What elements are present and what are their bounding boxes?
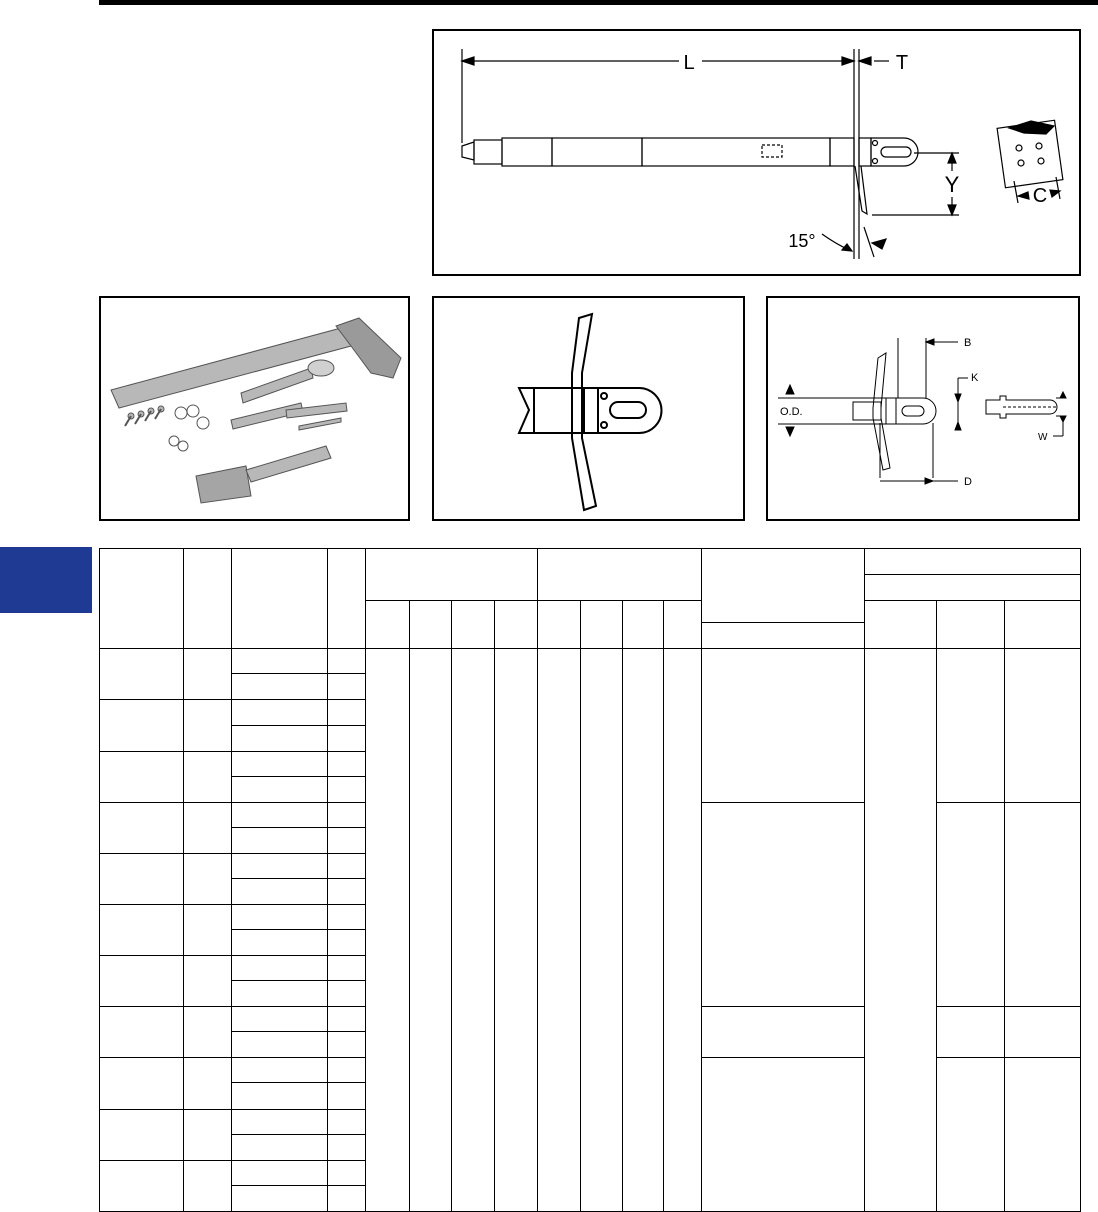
table-cell: [184, 1058, 232, 1109]
table-cell: [623, 649, 664, 1212]
table-cell: [232, 725, 328, 751]
table-cell: [232, 1185, 328, 1211]
table-cell: [232, 981, 328, 1007]
table-cell: [100, 905, 184, 956]
table-cell: [184, 1007, 232, 1058]
table-cell: [664, 649, 702, 1212]
label-w: W: [1038, 432, 1048, 443]
detail-dimension-panel: [766, 296, 1080, 521]
table-cell: [232, 827, 328, 853]
header-cell: [1005, 601, 1081, 649]
table-cell: [232, 1083, 328, 1109]
table-cell: [1005, 649, 1081, 802]
table-cell: [328, 1109, 366, 1134]
specification-table: [99, 548, 1081, 1212]
header-subgroup-cell: [865, 575, 1081, 601]
label-b: B: [964, 337, 972, 349]
table-cell: [328, 878, 366, 904]
table-cell: [495, 649, 538, 1212]
table-cell: [581, 649, 623, 1212]
header-cell: [184, 549, 232, 649]
table-cell: [232, 956, 328, 981]
table-cell: [937, 802, 1005, 1007]
table-cell: [232, 1032, 328, 1058]
table-cell: [184, 956, 232, 1007]
table-cell: [232, 1058, 328, 1083]
header-cell: [366, 601, 410, 649]
table-cell: [100, 1007, 184, 1058]
table-cell: [328, 1083, 366, 1109]
dimension-diagram: [434, 31, 1079, 274]
table-cell: [184, 905, 232, 956]
table-cell: [702, 1058, 865, 1212]
eye-end-panel: [432, 296, 745, 521]
table-cell: [232, 1160, 328, 1185]
table-cell: [328, 1185, 366, 1211]
table-cell: [328, 1134, 366, 1160]
table-cell: [328, 1007, 366, 1032]
header-cell: [232, 549, 328, 649]
table-cell: [232, 751, 328, 776]
table-cell: [328, 751, 366, 776]
table-cell: [232, 776, 328, 802]
label-d: D: [964, 476, 972, 488]
table-cell: [328, 802, 366, 827]
table-cell: [937, 649, 1005, 802]
table-cell: [232, 853, 328, 878]
table-cell: [328, 930, 366, 956]
header-cell: [100, 549, 184, 649]
table-cell: [702, 649, 865, 802]
label-l: L: [683, 52, 695, 74]
table-cell: [184, 700, 232, 751]
table-cell: [232, 1134, 328, 1160]
table-cell: [184, 853, 232, 904]
table-cell: [100, 802, 184, 853]
label-angle: 15°: [788, 231, 816, 251]
header-cell: [538, 601, 581, 649]
table-cell: [232, 905, 328, 930]
table-cell: [937, 1058, 1005, 1212]
table-cell: [328, 776, 366, 802]
table-cell: [328, 1032, 366, 1058]
header-cell: [664, 601, 702, 649]
header-cell: [623, 601, 664, 649]
header-cell: [581, 601, 623, 649]
table-cell: [410, 649, 452, 1212]
table-cell: [538, 649, 581, 1212]
table-cell: [702, 802, 865, 1007]
table-cell: [328, 1160, 366, 1185]
table-cell: [1005, 802, 1081, 1007]
header-cell: [702, 623, 865, 649]
table-cell: [328, 674, 366, 700]
eye-bolt-end-icon: [434, 298, 743, 519]
table-cell: [1005, 1007, 1081, 1058]
table-cell: [232, 649, 328, 674]
table-cell: [366, 649, 410, 1212]
header-group-cell: [865, 549, 1081, 575]
header-group-cell: [538, 549, 702, 601]
table-cell: [184, 649, 232, 700]
table-cell: [100, 700, 184, 751]
table-cell: [328, 700, 366, 725]
product-photo-panel: [99, 296, 410, 521]
table-cell: [100, 751, 184, 802]
table-cell: [100, 1160, 184, 1211]
header-cell: [702, 549, 865, 623]
table-cell: [232, 802, 328, 827]
header-cell: [328, 549, 366, 649]
table-cell: [232, 1109, 328, 1134]
top-rule: [99, 0, 1098, 5]
label-y: Y: [944, 172, 960, 197]
table-cell: [100, 1109, 184, 1160]
header-group-cell: [366, 549, 538, 601]
table-cell: [184, 751, 232, 802]
table-cell: [184, 1109, 232, 1160]
table-cell: [328, 853, 366, 878]
header-cell: [410, 601, 452, 649]
table-cell: [702, 1007, 865, 1058]
table-cell: [100, 853, 184, 904]
label-od: O.D.: [780, 406, 803, 418]
table-cell: [232, 700, 328, 725]
table-cell: [1005, 1058, 1081, 1212]
table-cell: [100, 1058, 184, 1109]
table-cell: [328, 956, 366, 981]
header-cell: [865, 601, 937, 649]
label-k: K: [971, 372, 979, 384]
table-cell: [328, 905, 366, 930]
table-cell: [100, 956, 184, 1007]
table-cell: [232, 878, 328, 904]
table-cell: [452, 649, 495, 1212]
table-cell: [865, 649, 937, 1212]
table-cell: [937, 1007, 1005, 1058]
section-tab: [0, 547, 92, 613]
table-cell: [328, 649, 366, 674]
table-cell: [328, 827, 366, 853]
header-cell: [937, 601, 1005, 649]
header-cell: [495, 601, 538, 649]
table-cell: [232, 674, 328, 700]
dimension-diagram-panel: [432, 29, 1081, 276]
table-cell: [328, 1058, 366, 1083]
table-cell: [328, 981, 366, 1007]
label-t: T: [895, 52, 909, 74]
table-cell: [232, 1007, 328, 1032]
table-cell: [232, 930, 328, 956]
table-cell: [184, 1160, 232, 1211]
table-cell: [328, 725, 366, 751]
detail-diagram: [768, 298, 1078, 519]
product-photo: [101, 298, 408, 519]
table-cell: [184, 802, 232, 853]
header-cell: [452, 601, 495, 649]
table-cell: [100, 649, 184, 700]
label-c: C: [1032, 185, 1048, 207]
